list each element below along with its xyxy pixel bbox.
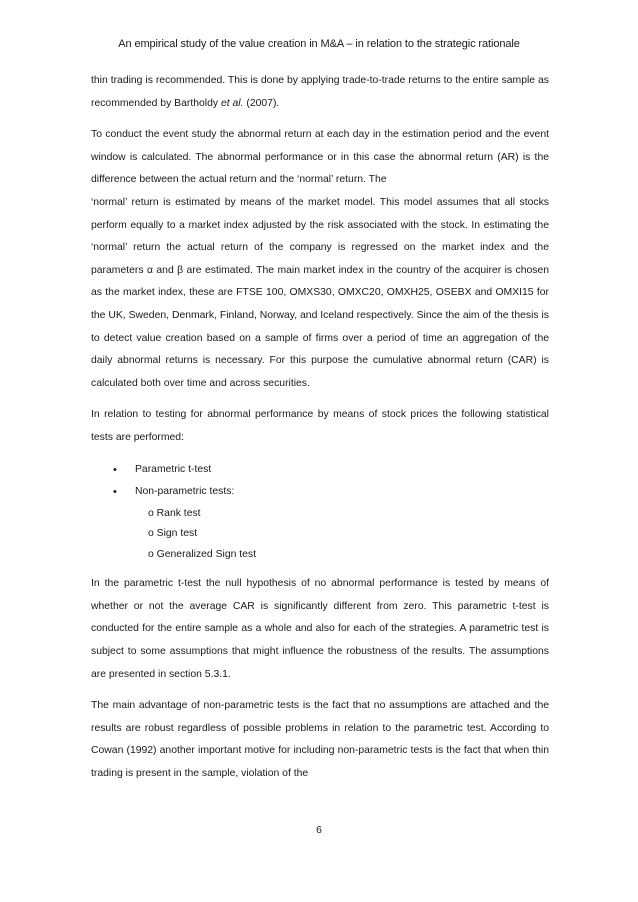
spacer <box>91 565 549 573</box>
list-item-parametric <box>91 459 549 482</box>
nonparametric-sublist <box>91 504 549 566</box>
paragraph-1-end: (2007). <box>243 97 280 109</box>
bullet-marker: • <box>113 463 117 476</box>
paragraph-1-text: thin trading is recommended. This is done by applying trade-to-trade returns to the entire sample as recommended by Bartholdy <box>91 75 549 109</box>
paragraph-1 <box>91 70 549 115</box>
citation-etal: et al. <box>220 97 244 109</box>
list-item-nonparametric <box>91 481 549 504</box>
list-item-label: Parametric t-test <box>135 463 212 475</box>
sublist-item: o Sign test <box>148 528 198 540</box>
paragraph-2: To conduct the event study the abnormal return at each day in the estimation period and the event window is calculated. The abnormal performance or in this case the abnormal return (AR) is the difference between the actual return and the ‘normal’ return. The <box>91 129 549 186</box>
sublist-item: o Generalized Sign test <box>148 548 257 560</box>
list-item-label: Non-parametric tests: <box>135 486 235 498</box>
body-text <box>91 70 549 786</box>
paragraph-4: In relation to testing for abnormal performance by means of stock prices the following statistical tests are performed: <box>91 409 549 443</box>
paragraph-3: ‘normal’ return is estimated by means of the market model. This model assumes that all stocks perform equally to a market index adjusted by the risk associated with the stock. In estimating the ‘normal’ return the actual return of the company is regressed on the market index and the parameters α and β are estimated. The main market index in the country of the acquirer is chosen as the market index, these are FTSE 100, OMXS30, OMXC20, OMXH25, OSEBX and OMXI15 for the UK, Sweden, Denmark, Finland, Norway, and Iceland respectively. Since the aim of the thesis is to detect value creation based on a sample of firms over a period of time an aggregation of the daily abnormal returns is necessary. For this purpose the cumulative abnormal return (CAR) is calculated both over time and across securities. <box>91 196 549 389</box>
paragraph-5: In the parametric t-test the null hypothesis of no abnormal performance is tested by means of whether or not the average CAR is significantly different from zero. This parametric t-test is conducted for the entire sample as a whole and also for each of the strategies. A parametric test is subject to some assumptions that might influence the robustness of the results. The assumptions are presented in section 5.3.1. <box>91 578 549 680</box>
sublist-item: o Rank test <box>148 507 201 519</box>
page-number: 6 <box>316 825 322 836</box>
paragraph-6: The main advantage of non-parametric tests is the fact that no assumptions are attached and the results are robust regardless of possible problems in relation to the parametric test. According to Cowan (1992) another important motive for including non-parametric tests is the fact that when thin trading is present in the sample, violation of the <box>91 700 549 779</box>
test-list <box>91 459 549 504</box>
running-header: An empirical study of the value creation in M&A – in relation to the strategic rationale <box>118 38 520 50</box>
bullet-marker: • <box>113 486 117 499</box>
